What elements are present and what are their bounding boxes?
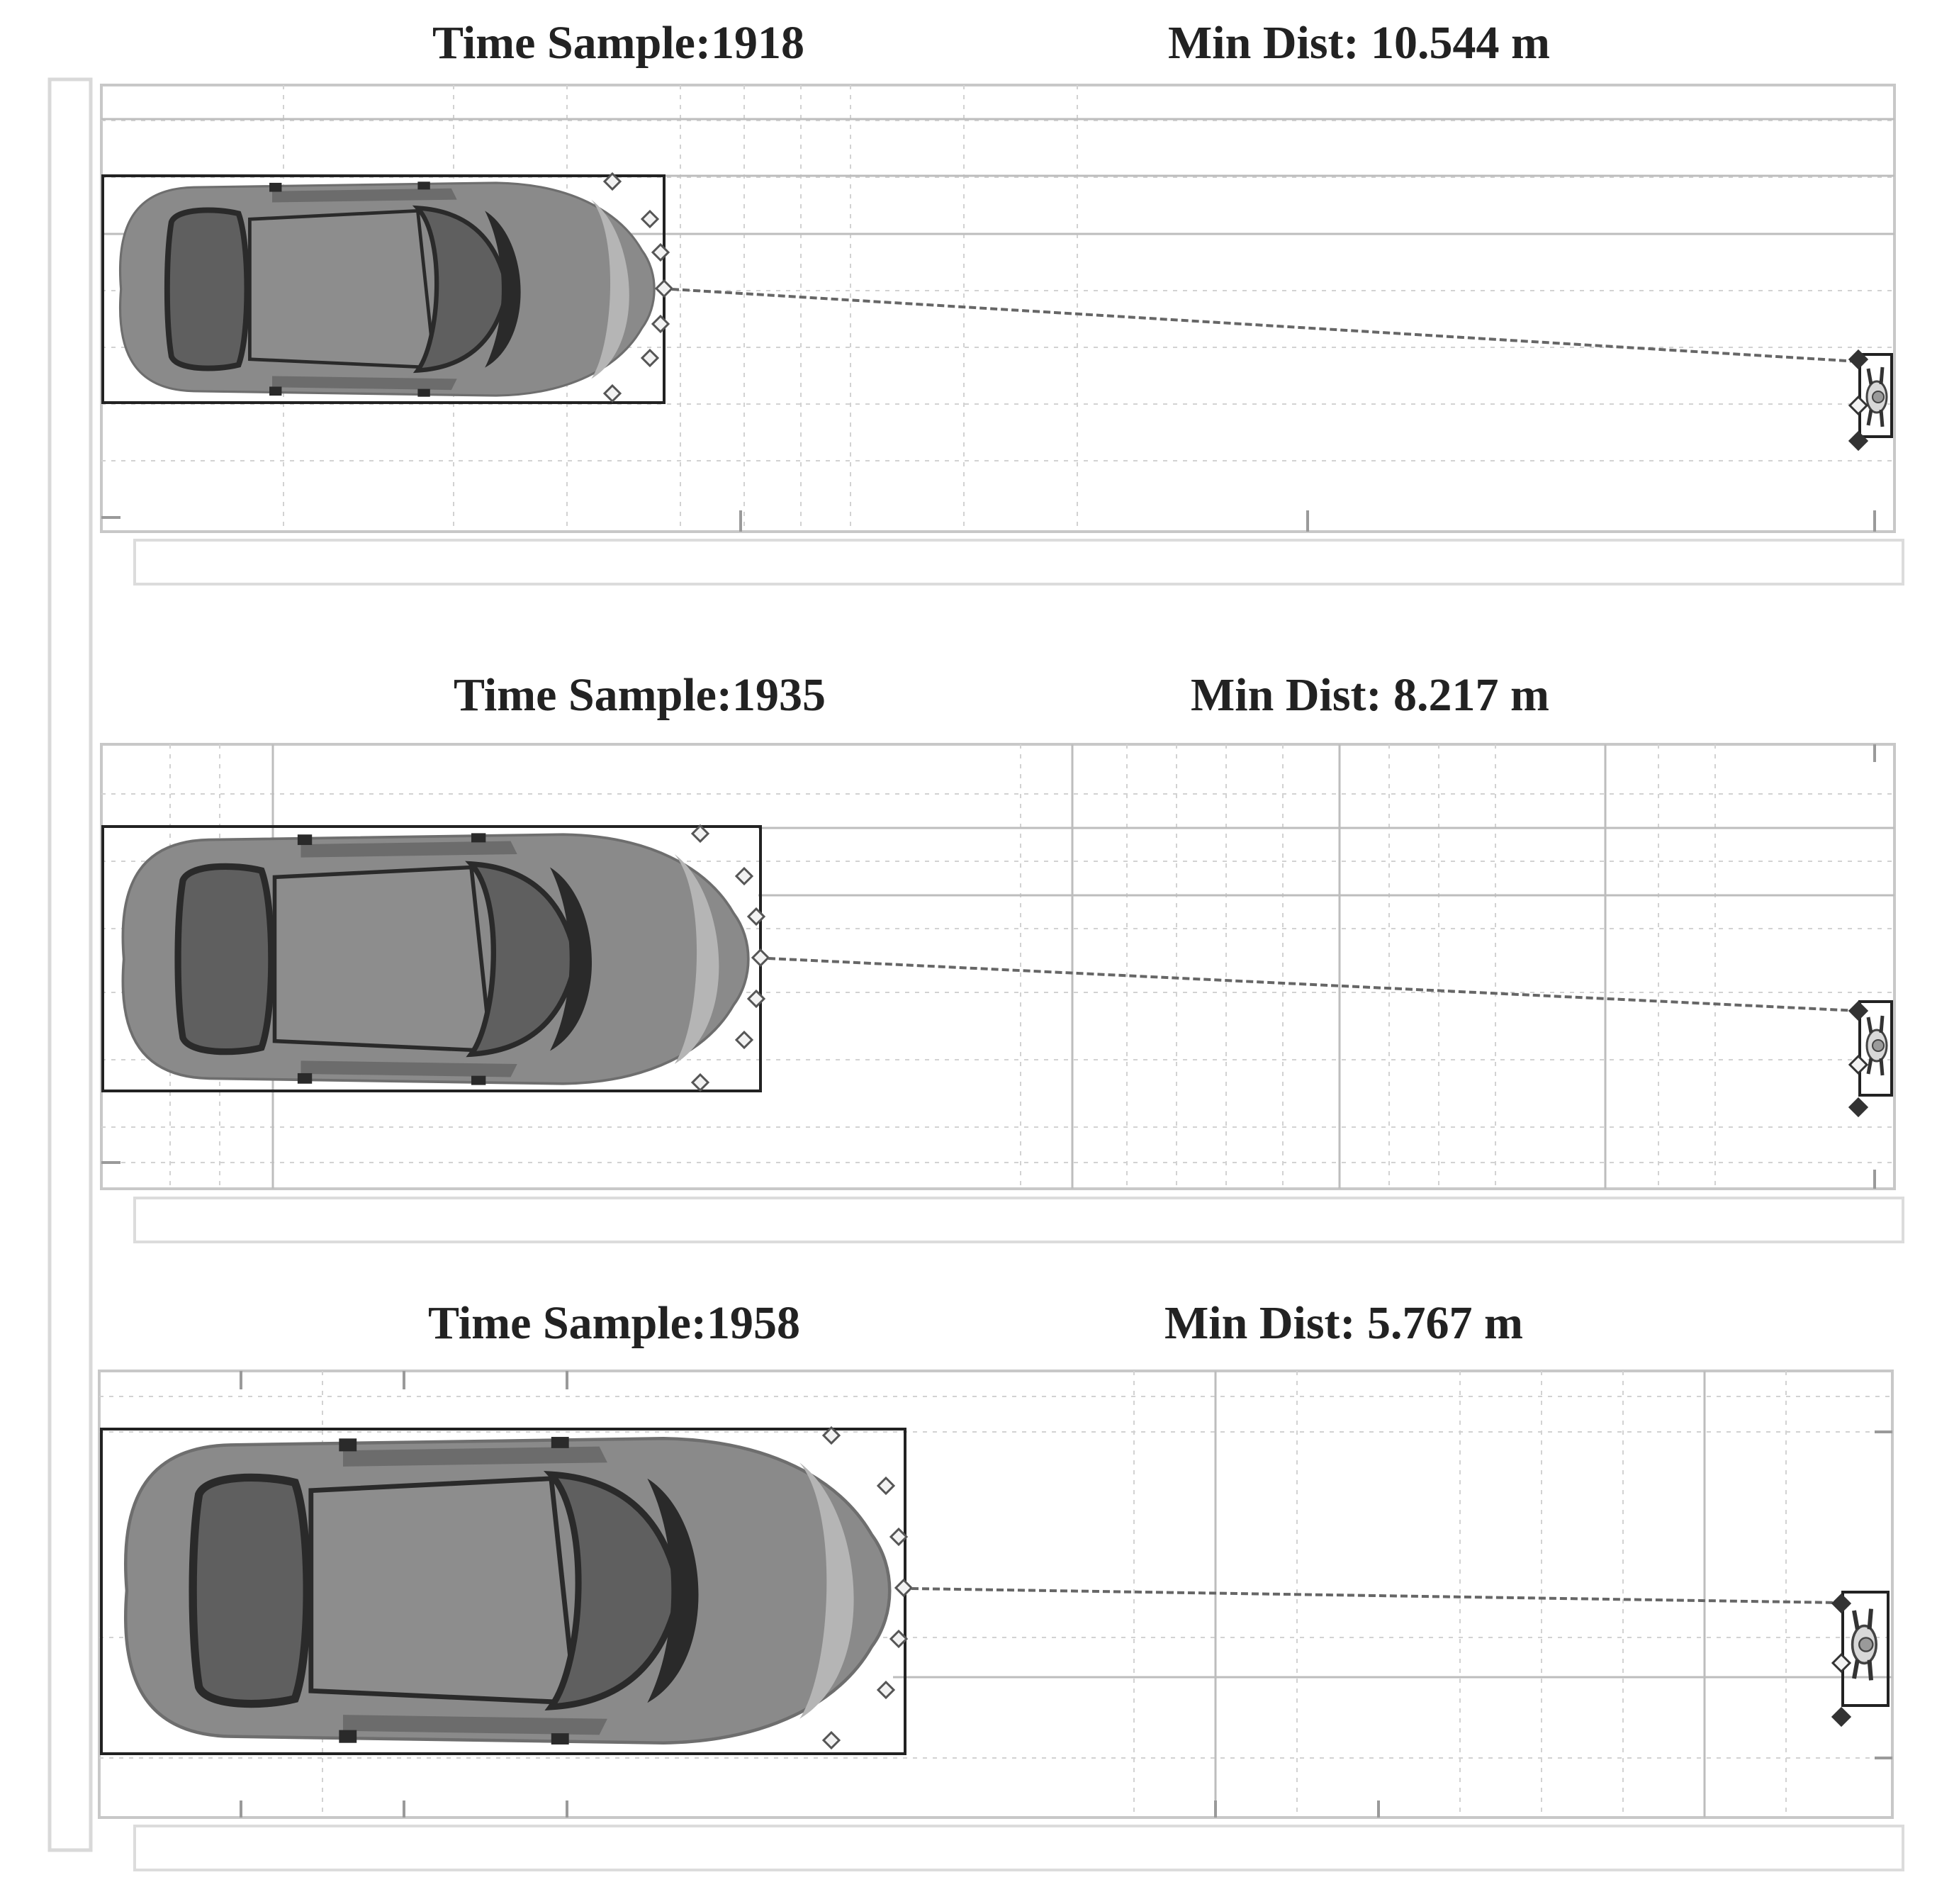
panel-3-min-dist-label: Min Dist: 5.767 m (1164, 1297, 1523, 1349)
panel-1-plot (101, 85, 1903, 584)
panel-2-time-label: Time Sample:1935 (454, 669, 826, 721)
panel-1-car (120, 181, 655, 396)
panel-1-min-dist-label: Min Dist: 10.544 m (1168, 17, 1550, 69)
panel-1-time-label: Time Sample:1918 (432, 17, 804, 69)
panel-2 (101, 669, 1903, 1242)
panel-1-scrollbar (135, 540, 1903, 584)
panel-3-scrollbar (135, 1826, 1903, 1870)
panel-3-car (125, 1437, 889, 1745)
panel-3-time-label: Time Sample:1958 (428, 1297, 800, 1349)
panel-2-plot (101, 744, 1903, 1242)
panel-1 (101, 17, 1903, 584)
panel-2-car (123, 833, 748, 1085)
left-frame (50, 79, 91, 1850)
panel-2-scrollbar (135, 1198, 1903, 1242)
panel-2-min-dist-label: Min Dist: 8.217 m (1191, 669, 1549, 721)
panel-3-plot (99, 1371, 1903, 1870)
panel-3 (99, 1297, 1903, 1870)
